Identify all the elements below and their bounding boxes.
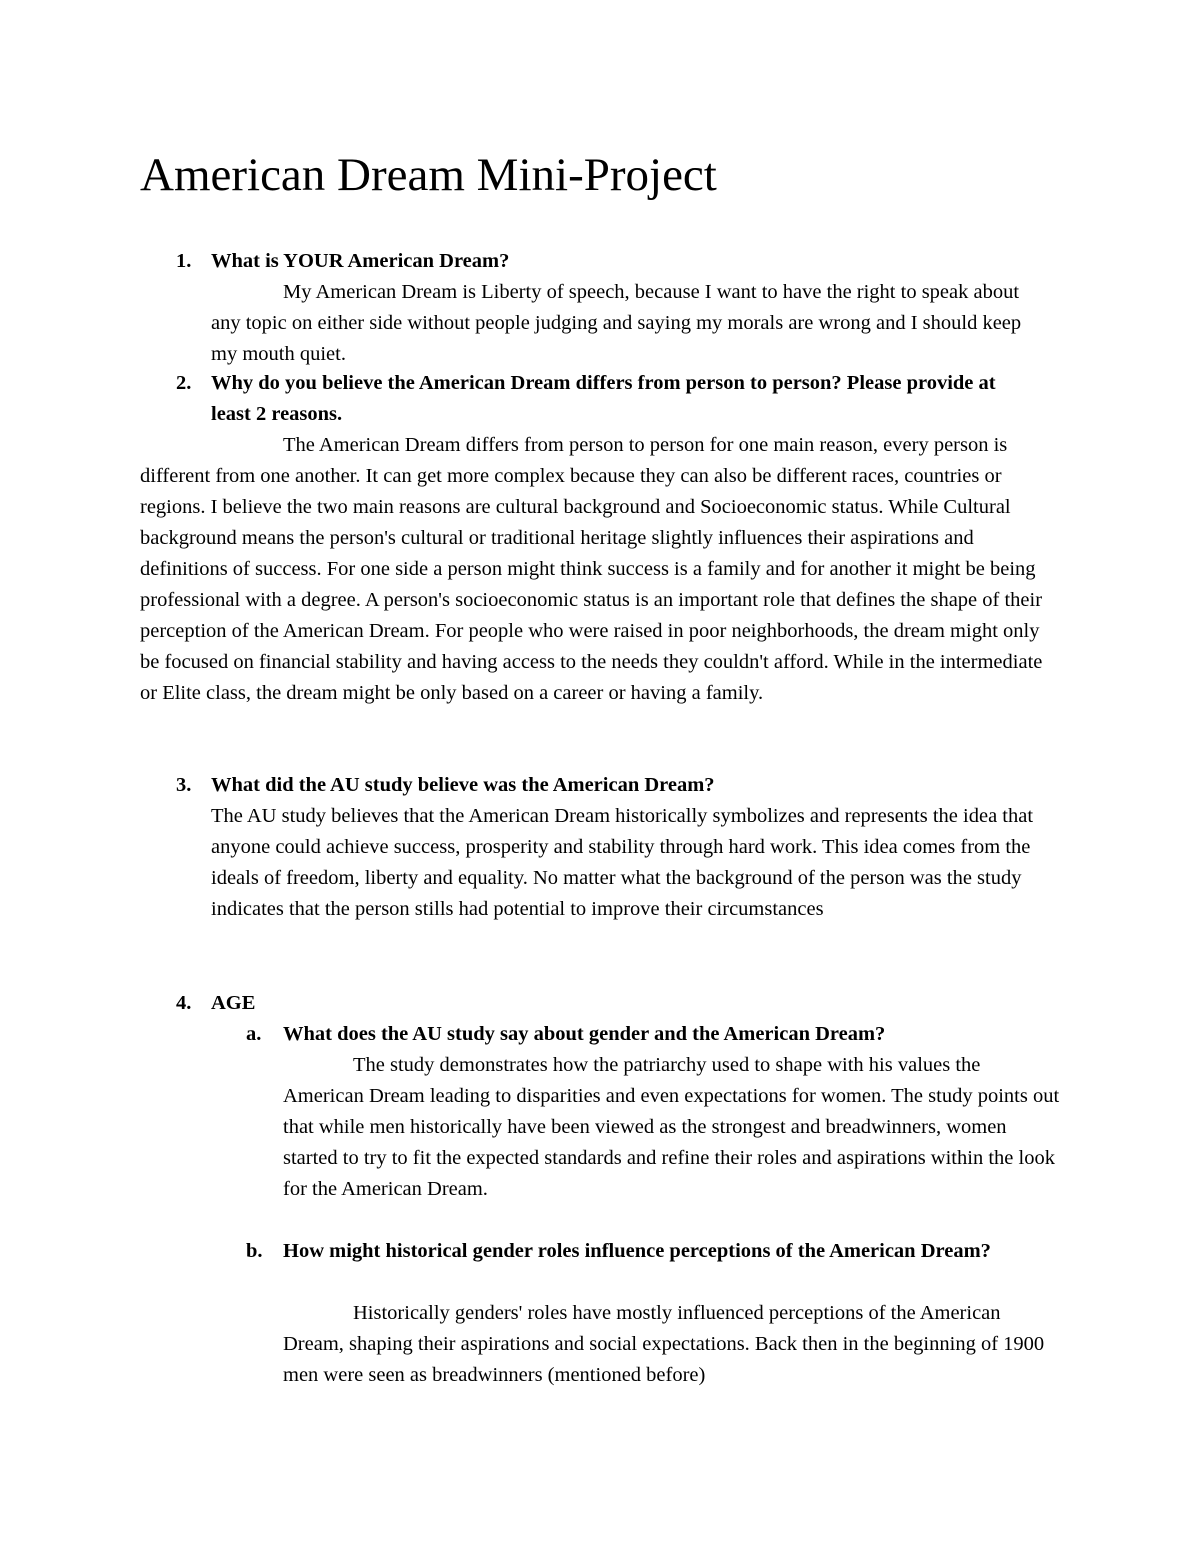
answer-4a: The study demonstrates how the patriarchy used to shape with his values the American Dream leading to disparities and even expectations for women. The study points out that while men historically have been viewed as the strongest and breadwinners, women started to try to fit the expected standards and refine their roles and aspirations within the look for the American Dream. [283,1054,1060,1200]
question-3: What did the AU study believe was the American Dream? [211,774,715,796]
item-number-1: 1. [176,250,192,272]
page-title: American Dream Mini-Project [140,149,717,201]
answer-3: The AU study believes that the American Dream historically symbolizes and represents the idea that anyone could achieve success, prosperity and stability through hard work. This idea comes from the ideals of freedom, liberty and equality. No matter what the background of the person was the study indicates that the person stills had potential to improve their circumstances [211,805,1034,920]
item-number-3: 3. [176,774,192,796]
question-4a: What does the AU study say about gender and the American Dream? [283,1023,886,1045]
subitem-letter-b: b. [246,1240,263,1262]
item-number-4: 4. [176,992,192,1014]
answer-2: The American Dream differs from person to person for one main reason, every person is different from one another. It can get more complex because they can also be different races, countries or regions. I believe the two main reasons are cultural background and Socioeconomic status. While Cultural background means the person's cultural or traditional heritage slightly influences their aspirations and definitions of success. For one side a person might think success is a family and for another it might be being professional with a degree. A person's socioeconomic status is an important role that defines the shape of their perception of the American Dream. For people who were raised in poor neighborhoods, the dream might only be focused on financial stability and having access to the needs they couldn't afford. While in the intermediate or Elite class, the dream might be only based on a career or having a family. [140,434,1043,704]
subitem-letter-a: a. [246,1023,262,1045]
question-4b: How might historical gender roles influence perceptions of the American Dream? [283,1240,991,1262]
answer-1: My American Dream is Liberty of speech, because I want to have the right to speak about any topic on either side without people judging and saying my morals are wrong and I should keep my mouth quiet. [211,281,1022,365]
question-1: What is YOUR American Dream? [211,250,510,272]
item-number-2: 2. [176,372,192,394]
question-2: Why do you believe the American Dream differs from person to person? Please provide at least 2 reasons. [211,372,996,425]
answer-4b: Historically genders' roles have mostly influenced perceptions of the American Dream, shaping their aspirations and social expectations. Back then in the beginning of 1900 men were seen as breadwinners (mentioned before) [283,1302,1045,1386]
section-heading-age: AGE [211,992,256,1014]
